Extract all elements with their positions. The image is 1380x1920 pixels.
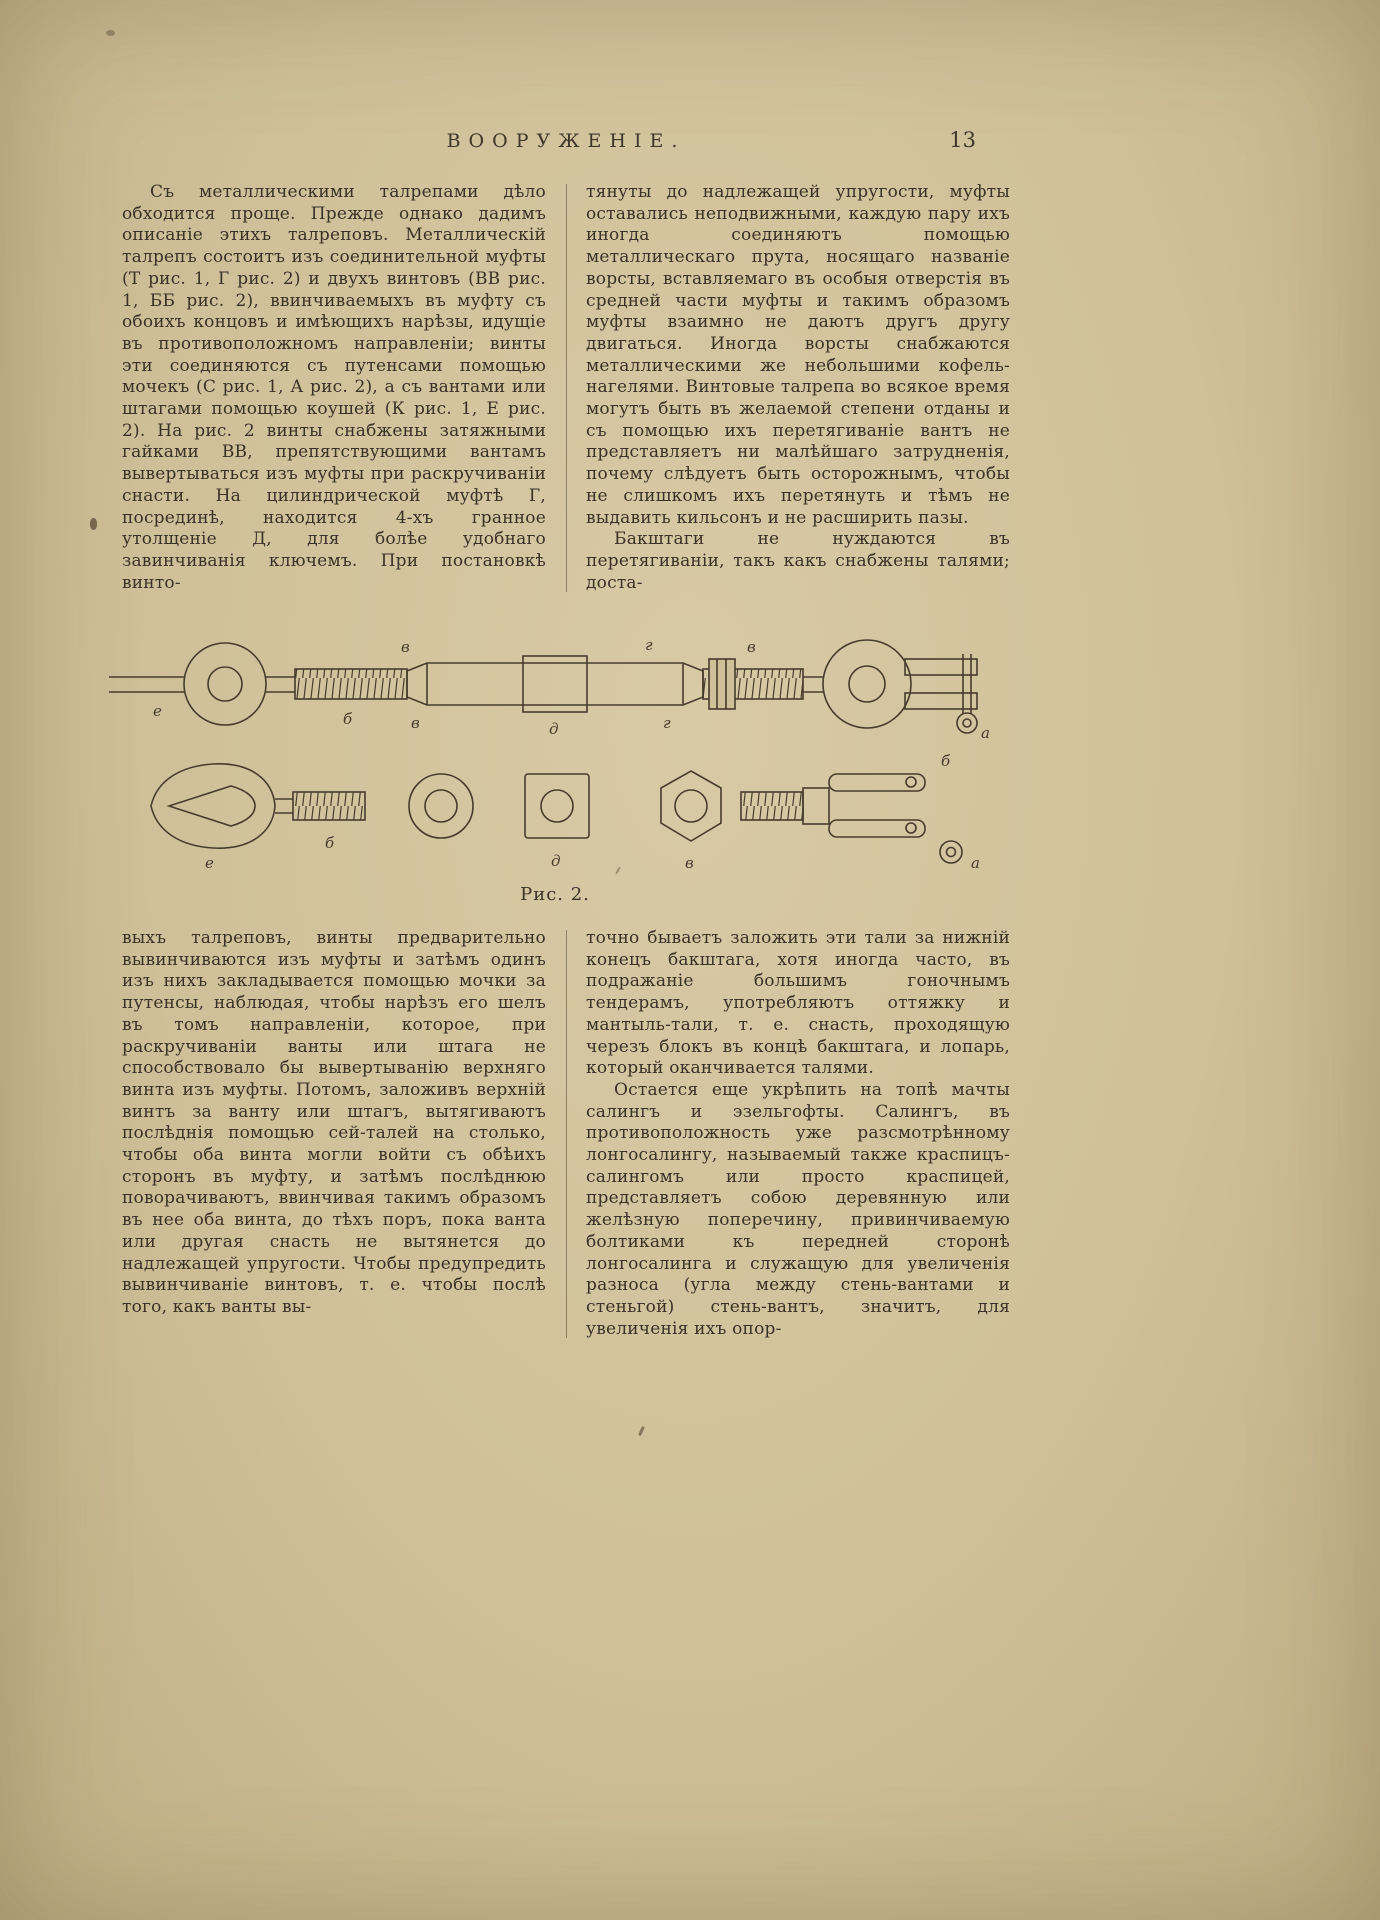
column-divider bbox=[566, 930, 567, 1338]
label-b-icon: б bbox=[325, 834, 335, 852]
left-column-top bbox=[122, 182, 546, 594]
ink-speck bbox=[106, 30, 115, 36]
paragraph: выхъ талреповъ, винты предварительно вывинчиваются изъ муфты и затѣмъ одинъ изъ нихъ закладывается помощью мочки за путенсы, наблюдая, чтобы нарѣзъ его шелъ въ томъ направленіи, которое, при раскручиваніи ванты или штага не способствовало бы вывертыванію верхняго винта изъ муфты. Потомъ, заложивъ верхній винтъ за ванту или штагъ, вытягиваютъ послѣднія помощью сей-талей на столько, чтобы оба винта могли войти съ обѣихъ сторонъ въ муфту, и затѣмъ послѣднюю поворачиваютъ, ввинчивая такимъ образомъ въ нее оба винта, до тѣхъ поръ, пока ванта или другая снасть не вытянется до надлежащей упругости. Чтобы предупредить вывинчиваніе винтовъ, т. е. чтобы послѣ того, какъ ванты вы- bbox=[122, 928, 546, 1317]
page-header-title: ВООРУЖЕНІЕ. bbox=[446, 130, 686, 152]
ink-speck bbox=[638, 1426, 645, 1436]
label-v-icon: в bbox=[411, 714, 420, 732]
turnbuckle-parts-row bbox=[151, 764, 962, 863]
label-d-icon: д bbox=[551, 852, 561, 870]
ink-speck bbox=[90, 518, 97, 530]
label-a-icon: а bbox=[981, 724, 990, 742]
text-block-bottom bbox=[122, 928, 1010, 1340]
column-divider bbox=[566, 184, 567, 592]
paragraph: Бакштаги не нуждаются въ перетягиваніи, такъ какъ снабжены талями; доста- bbox=[586, 529, 1010, 593]
label-b-icon: б bbox=[941, 752, 951, 770]
turnbuckle-drawing bbox=[105, 614, 1005, 872]
figure-caption: Рис. 2. bbox=[520, 884, 590, 905]
paragraph: тянуты до надлежащей упругости, муфты оставались неподвижными, каждую пару ихъ иногда соединяютъ помощью металлическаго прута, носящаго названіе ворсты, вставляемаго въ особыя отверстія въ средней части муфты и такимъ образомъ муфты взаимно не даютъ другъ другу двигаться. Иногда ворсты снабжаются металлическими же небольшими кофель-нагелями. Винтовые талрепа во всякое время могутъ быть въ желаемой степени отданы и съ помощью ихъ перетягиваніе вантъ не представляетъ ни малѣйшаго затрудненія, почему слѣдуетъ быть осторожнымъ, чтобы не слишкомъ ихъ перетянуть и тѣмъ не выдавить кильсонъ и не расширить пазы. bbox=[586, 182, 1010, 528]
label-e-icon: е bbox=[153, 702, 162, 720]
text-block-top bbox=[122, 182, 1010, 594]
right-column-top bbox=[586, 182, 1010, 594]
label-g-icon: г bbox=[645, 636, 653, 654]
assembled-turnbuckle bbox=[109, 640, 977, 733]
right-column-bottom bbox=[586, 928, 1010, 1340]
paragraph: точно бываетъ заложить эти тали за нижній конецъ бакштага, хотя иногда часто, въ подражаніе большимъ гоночнымъ тендерамъ, употребляютъ оттяжку и мантыль-тали, т. е. снасть, проходящую черезъ блокъ въ концѣ бакштага, и лопарь, который оканчивается талями. bbox=[586, 928, 1010, 1079]
label-v-icon: в bbox=[401, 638, 410, 656]
paragraph: Съ металлическими талрепами дѣло обходится проще. Прежде однако дадимъ описаніе этихъ талреповъ. Металлическій талрепъ состоитъ изъ соединительной муфты (Т рис. 1, Г рис. 2) и двухъ винтовъ (ВВ рис. 1, ББ рис. 2), ввинчиваемыхъ въ муфту съ обоихъ концовъ и имѣющихъ нарѣзы, идущіе въ противоположномъ направленіи; винты эти соединяются съ путенсами помощью мочекъ (С рис. 1, А рис. 2), а съ вантами или штагами помощью коушей (К рис. 1, Е рис. 2). На рис. 2 винты снабжены затяжными гайками ВВ, препятствующими вантамъ вывертываться изъ муфты при раскручиваніи снасти. На цилиндрической муфтѣ Г, посрединѣ, находится 4-хъ гранное утолщеніе Д, для болѣе удобнаго завинчиванія ключемъ. При постановкѣ винто- bbox=[122, 182, 546, 593]
label-e-icon: е bbox=[205, 854, 214, 872]
label-d-icon: д bbox=[549, 720, 559, 738]
paragraph: Остается еще укрѣпить на топѣ мачты салингъ и эзельгофты. Салингъ, въ противоположность уже разсмотрѣнному лонгосалингу, называемый также краспицъ-салингомъ или просто краспицей, представляетъ собою деревянную или желѣзную поперечину, привинчиваемую болтиками къ передней сторонѣ лонгосалинга и служащую для увеличенія разноса (угла между стень-вантами и стеньгой) стень-вантъ, значитъ, для увеличенія ихъ опор- bbox=[586, 1079, 1010, 1339]
label-b-icon: б bbox=[343, 710, 353, 728]
label-v-icon: в bbox=[685, 854, 694, 872]
left-column-bottom bbox=[122, 928, 546, 1340]
label-v-icon: в bbox=[747, 638, 756, 656]
running-head bbox=[122, 130, 1010, 158]
figure-turnbuckle bbox=[105, 614, 1005, 905]
label-g-icon: г bbox=[663, 714, 671, 732]
label-a-icon: а bbox=[971, 854, 980, 872]
page-number: 13 bbox=[949, 128, 976, 152]
